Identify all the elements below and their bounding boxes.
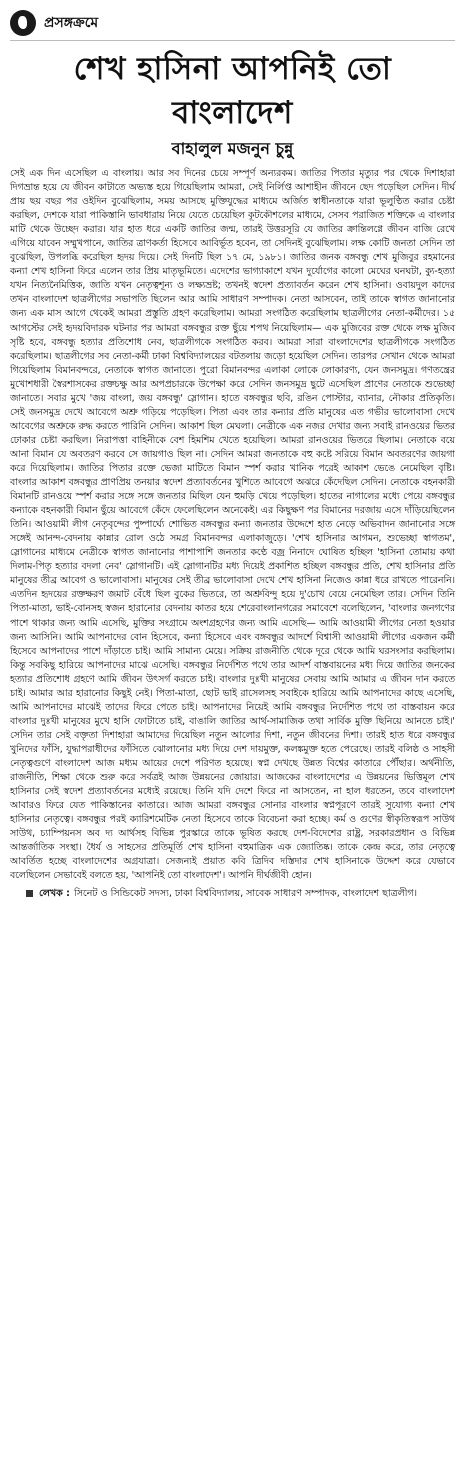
square-bullet-icon	[26, 890, 33, 897]
section-name: প্রসঙ্গক্রমে	[44, 15, 99, 31]
section-header	[10, 6, 455, 41]
circle-logo-icon	[10, 10, 36, 36]
author-note	[10, 887, 455, 900]
article-title: শেখ হাসিনা আপনিই তো বাংলাদেশ	[73, 51, 392, 131]
author-note-label: লেখক :	[39, 888, 70, 900]
author-note-text: সিনেট ও সিন্ডিকেট সদস্য, ঢাকা বিশ্ববিদ্যালয়, সাবেক সাধারণ সম্পাদক, বাংলাদেশ ছাত্রলীগ।	[73, 888, 418, 900]
article-author: বাহালুল মজনুন চুন্নু	[171, 139, 294, 158]
article-body-text: সেই এক দিন এসেছিল এ বাংলায়। আর সব দিনের চেয়ে সম্পূর্ণ অন্যরকম। জাতির পিতার মৃত্যুর পর থেকে দিশাহারা দিগভ্রান্ত হয়ে যে জীবন কাটাতে অভ্যস্ত হয়ে গিয়েছিলাম আমরা, সেই নির্লিপ্ত আশাহীন জীবনে ছেদ পড়েছিল সেদিন। দীর্ঘ প্রায় ছয় বছর পর ওইদিন বুঝেছিলাম, সময় আসছে মুক্তিযুদ্ধের মাধ্যমে অর্জিত স্বাধীনতাকে যারা ভূলুণ্ঠিত করার চেষ্টা করছিল, দেশকে যারা পাকিস্তানি ভাবধারায় নিয়ে যেতে চেয়েছিল কূটকৌশলের মাধ্যমে, সেসব পরাজিত শক্তিকে এ বাংলার মাটি থেকে উচ্ছেদ করার। যার হাত ধরে একটি জাতির জন্ম, তারই উত্তরসূরি যে জাতির ক্রান্তিলগ্নে জীবন বাজি রেখে এগিয়ে যাবেন সম্মুখপানে, জাতির ত্রাণকর্তা হিসেবে আবির্ভূত হবেন, তা সেদিনই বুঝেছিলাম। লক্ষ কোটি জনতা সেদিন তা বুঝেছিল, উপলব্ধি করেছিল হৃদয় দিয়ে। সেই দিনটি ছিল ১৭ মে, ১৯৮১। জাতির জনক বঙ্গবন্ধু শেখ মুজিবুর রহমানের কন্যা শেখ হাসিনা ফিরে এলেন তার প্রিয় মাতৃভূমিতে। এদেশের ভাগ্যাকাশে যখন দুর্যোগের কালো মেঘের ঘনঘটা, ক্যু-হত্যা যখন নিত্যনৈমিত্তিক, জাতি যখন নেতৃত্বশূন্য ও লক্ষ্যভ্রষ্ট; তখনই স্বদেশ প্রত্যাবর্তন করেন শেখ হাসিনা। ওবায়দুল কাদের তখন বাংলাদেশ ছাত্রলীগের সভাপতি ছিলেন আর আমি সাধারণ সম্পাদক। নেতা আসবেন, তাই তাকে স্বাগত জানানোর জন্য এক মাস আগে থেকেই আমরা প্রস্তুতি গ্রহণ করেছিলাম। আমরা সংগঠিত করেছিলাম ছাত্রলীগের নেতা-কর্মীদের। ১৫ আগস্টের সেই হৃদয়বিদারক ঘটনার পর আমরা বঙ্গবন্ধুর রক্ত ছুঁয়ে শপথ নিয়েছিলাম— এক মুজিবের রক্ত থেকে লক্ষ মুজিব সৃষ্টি হবে, বঙ্গবন্ধু হত্যার প্রতিশোধ নেব, ছাত্রলীগকে সংগঠিত করব। আমরা সারা বাংলাদেশের ছাত্রলীগকে সংগঠিত করেছিলাম। ছাত্রলীগের সব নেতা-কর্মী ঢাকা বিশ্ববিদ্যালয়ের বটতলায় জড়ো হয়েছিল সেদিন। তারপর সেখান থেকে আমরা গিয়েছিলাম বিমানবন্দরে, নেতাকে স্বাগত জানাতে। পুরো বিমানবন্দর এলাকা লোকে লোকারণ্য, যেন জনসমুদ্র। গণতন্ত্রের মুখোশধারী স্বৈরশাসকের রক্তচক্ষু আর অপপ্রচারকে উপেক্ষা করে সেদিন জনসমুদ্র ছুটে এসেছিল প্রাণের নেতাকে শুভেচ্ছা জানাতে। সবার মুখে 'জয় বাংলা, জয় বঙ্গবন্ধু' স্লোগান। হাতে বঙ্গবন্ধুর ছবি, রঙিন পোস্টার, ব্যানার, নৌকার প্রতিকৃতি। সেই জনসমুদ্র দেখে আবেগে অশ্রু গড়িয়ে পড়েছিল। পিতা এবং তার কন্যার প্রতি মানুষের এত গভীর ভালোবাসা দেখে আবেগের অশ্রুকে রুদ্ধ করতে পারিনি সেদিন। আকাশ ছিল মেঘলা। নেত্রীকে এক নজর দেখার জন্য সবাই রানওয়ের ভিতর ঢোকার চেষ্টা করছিল। নিরাপত্তা বাহিনীকে বেশ হিমশিম খেতে হয়েছিল। আমরা রানওয়ের ভিতরে ছিলাম। নেতাকে বয়ে আনা বিমান যে অবতরণ করবে সে জায়গাও ছিল না। সেদিন আমরা জনতাকে বহু কষ্টে সরিয়ে বিমান অবতরণের জায়গা করে দিয়েছিলাম। জাতির পিতার রক্তে ভেজা মাটিতে বিমান স্পর্শ করার খানিক পরেই আকাশ ভেঙে নেমেছিল বৃষ্টি। বাংলার আকাশ বঙ্গবন্ধুর প্রাণপ্রিয় তনয়ার স্বদেশ প্রত্যাবর্তনের খুশিতে আবেগে অঝরে কেঁদেছিল সেদিন। নেতাকে বহনকারী বিমানটি রানওয়ে স্পর্শ করার সঙ্গে সঙ্গে জনতার মিছিল যেন হুমড়ি খেয়ে পড়েছিল। হাতের নাগালের মধ্যে পেয়ে বঙ্গবন্ধুর কন্যাকে বহনকারী বিমান ছুঁয়ে আবেগে কেঁদে ফেলেছিলেন অনেকেই। এর কিছুক্ষণ পর বিমানের দরজায় এসে দাঁড়িয়েছিলেন তিনি। আওয়ামী লীগ নেতৃবৃন্দের পুষ্পার্ঘ্যে শোভিত বঙ্গবন্ধুর কন্যা জনতার উদ্দেশে হাত নেড়ে অভিবাদন জানানোর সঙ্গে সঙ্গেই আনন্দ-বেদনায় কান্নার রোল ওঠে সমগ্র বিমানবন্দর এলাকাজুড়ে। 'শেখ হাসিনার আগমন, শুভেচ্ছা স্বাগতম', স্লোগানের মাধ্যমে নেত্রীকে স্বাগত জানানোর পাশাপাশি জনতার কণ্ঠে বজ্র নিনাদে ঘোষিত হচ্ছিল 'হাসিনা তোমায় কথা দিলাম-পিতৃ হত্যার বদলা নেব' স্লোগানটি। এই স্লোগানটির মধ্য দিয়েই প্রকাশিত হচ্ছিল বঙ্গবন্ধুর প্রতি, শেখ হাসিনার প্রতি মানুষের তীব্র আবেগ ও ভালোবাসা। মানুষের সেই তীব্র ভালোবাসা দেখে শেখ হাসিনা নিজেও কান্না ধরে রাখতে পারেননি। এতদিন হৃদয়ের রক্তক্ষরণ জমাট বেঁধে ছিল বুকের ভিতরে, তা অশ্রুবিন্দু হয়ে দু'চোখ বেয়ে নেমেছিল তার। সেদিন তিনি পিতা-মাতা, ভাই-বোনসহ স্বজন হারানোর বেদনায় কাতর হয়ে শেরেবাংলানগরের সমাবেশে বলেছিলেন, 'বাংলার জনগণের পাশে থাকার জন্য আমি এসেছি, মুক্তির সংগ্রামে অংশগ্রহণের জন্য আমি এসেছি— আমি আওয়ামী লীগের নেতা হওয়ার জন্য আসিনি। আমি আপনাদের বোন হিসেবে, কন্যা হিসেবে এবং বঙ্গবন্ধুর আদর্শে বিশ্বাসী আওয়ামী লীগের একজন কর্মী হিসেবে আপনাদের পাশে দাঁড়াতে চাই। আমি সামান্য মেয়ে। সক্রিয় রাজনীতি থেকে দূরে থেকে আমি ঘরসংসার করছিলাম। কিন্তু সবকিছু হারিয়ে আপনাদের মাঝে এসেছি। বঙ্গবন্ধুর নির্দেশিত পথে তার আদর্শ বাস্তবায়নের মধ্য দিয়ে জাতির জনকের হত্যার প্রতিশোধ গ্রহণে আমি জীবন উৎসর্গ করতে চাই। বাংলার দুঃখী মানুষের সেবায় আমি আমার এ জীবন দান করতে চাই। আমার আর হারানোর কিছুই নেই। পিতা-মাতা, ছোট ভাই রাসেলসহ সবাইকে হারিয়ে আমি আপনাদের কাছে এসেছি, আমি আপনাদের মাঝেই তাদের ফিরে পেতে চাই। আপনাদের নিয়েই আমি বঙ্গবন্ধুর নির্দেশিত পথে তা বাস্তবায়ন করে বাংলার দুঃখী মানুষের মুখে হাসি ফোটাতে চাই, বাঙালি জাতির আর্থ-সামাজিক তথা সার্বিক মুক্তি ছিনিয়ে আনতে চাই।' সেদিন তার সেই বক্তৃতা দিশাহারা আমাদের দিয়েছিল নতুন আলোর দিশা, নতুন জীবনের দিশা। তারই হাত ধরে বঙ্গবন্ধুর খুনিদের ফাঁসি, যুদ্ধাপরাধীদের ফাঁসিতে ঝোলানোর মধ্য দিয়ে দেশ দায়মুক্ত, কলঙ্কমুক্ত হতে পেরেছে। তারই বলিষ্ঠ ও সাহসী নেতৃত্বগুণে বাংলাদেশ আজ মধ্যম আয়ের দেশে পরিণত হয়েছে। স্বপ্ন দেখছে উন্নত বিশ্বের কাতারে পৌঁছার। অর্থনীতি, রাজনীতি, শিক্ষা থেকে শুরু করে সর্বত্রই আজ উন্নয়নের জোয়ার। আজকের বাংলাদেশের এ উন্নয়নের ভিত্তিমূল শেখ হাসিনার সেই স্বদেশ প্রত্যাবর্তনের মধ্যেই রয়েছে। তিনি যদি দেশে ফিরে না আসতেন, না হাল ধরতেন, তবে বাংলাদেশ আবারও ফিরে যেত পাকিস্তানের কাতারে। আজ আমরা বঙ্গবন্ধুর সোনার বাংলার স্বপ্নপূরণে তারই সুযোগ্য কন্যা শেখ হাসিনার নেতৃত্বে। বঙ্গবন্ধুর পরই ক্যারিশমেটিক নেতা হিসেবে তাকে বিবেচনা করা হচ্ছে। কর্ম ও গুণের স্বীকৃতিস্বরূপ সাউথ সাউথ, চ্যাম্পিয়নস অব দ্য আর্থসহ বিভিন্ন পুরস্কারে তাকে ভূষিত করছে দেশ-বিদেশের রাষ্ট্র, সরকারপ্রধান ও বিভিন্ন আন্তর্জাতিক সংস্থা। ধৈর্য ও সাহসের প্রতিমূর্তি শেখ হাসিনা বহুমাত্রিক এক জ্যোতিষ্ক। তাকে কেন্দ্র করে, তার নেতৃত্বে আবর্তিত হচ্ছে বাংলাদেশের অগ্রযাত্রা। সেজন্যই প্রয়াত কবি ত্রিদিব দস্তিদার শেখ হাসিনাকে উদ্দেশ করে যেভাবে বলেছিলেন সেভাবেই বলতে হয়, 'আপনিই তো বাংলাদেশ'। আপনি দীর্ঘজীবী হোন।	[10, 168, 455, 882]
article-body	[10, 167, 455, 883]
